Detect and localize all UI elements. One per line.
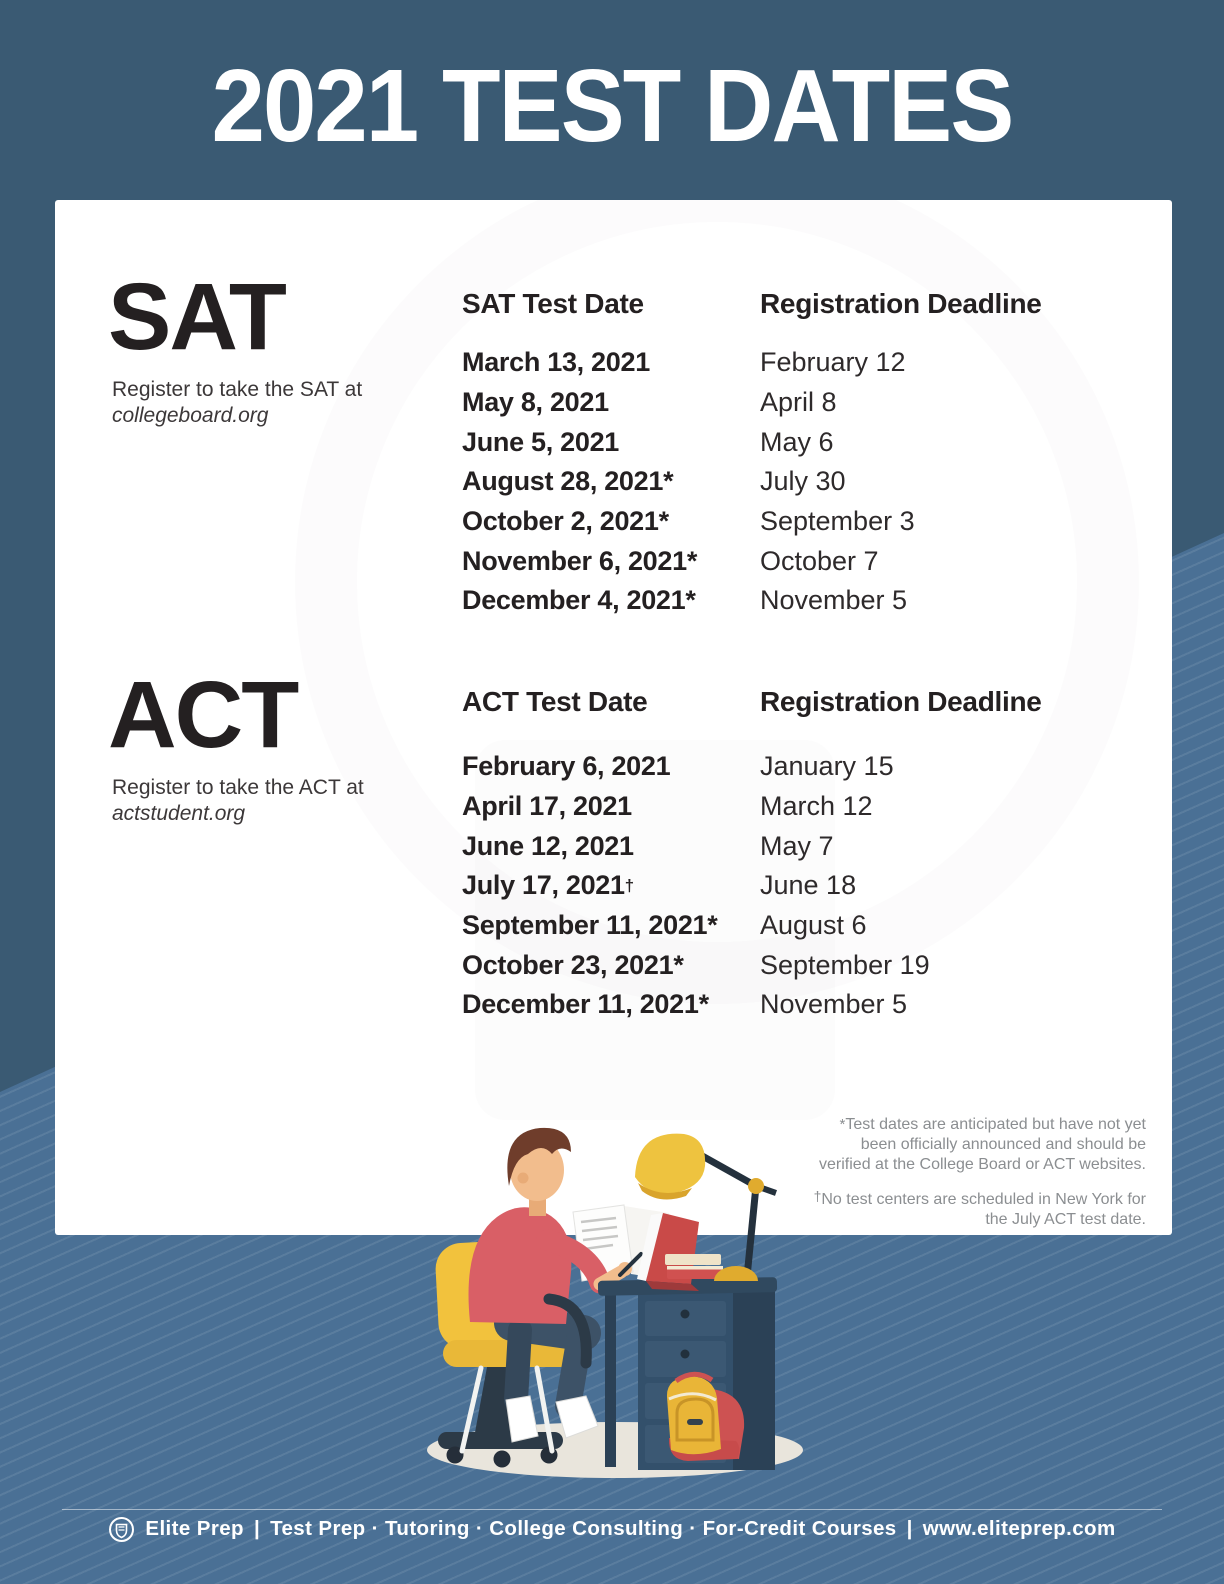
sat-test-date: November 6, 2021* (462, 545, 698, 576)
footnote-dagger: †No test centers are scheduled in New York for the July ACT test date. (813, 1188, 1146, 1228)
act-date-header: ACT Test Date (462, 686, 648, 717)
sat-deadline: September 3 (760, 506, 915, 537)
act-test-date: December 11, 2021* (462, 989, 709, 1020)
sat-test-date: March 13, 2021 (462, 347, 650, 378)
sat-test-date: August 28, 2021* (462, 466, 674, 497)
act-register-intro: Register to take the ACT at (112, 776, 364, 799)
footnotes (766, 1115, 1146, 1230)
act-deadline: November 5 (760, 989, 908, 1020)
poster-title: 2021 TEST DATES (211, 48, 1013, 163)
sat-test-date: June 5, 2021 (462, 426, 620, 457)
act-test-date: April 17, 2021 (462, 791, 632, 822)
act-test-date: October 23, 2021* (462, 949, 684, 980)
act-deadline: May 7 (760, 830, 834, 861)
footer-divider: | (906, 1517, 913, 1540)
act-test-date: July 17, 2021 † (462, 870, 634, 901)
sat-table (462, 288, 1160, 621)
act-deadline: March 12 (760, 791, 873, 822)
sat-deadline: July 30 (760, 466, 846, 497)
sat-deadline-header: Registration Deadline (760, 288, 1042, 319)
sat-heading: SAT (108, 264, 285, 370)
act-deadline: August 6 (760, 910, 867, 941)
sat-date-header: SAT Test Date (462, 288, 644, 319)
act-test-date: September 11, 2021* (462, 910, 718, 941)
sat-test-date: May 8, 2021 (462, 387, 609, 418)
act-register-site: actstudent.org (112, 802, 246, 825)
footer-brand: Elite Prep (145, 1517, 244, 1540)
sat-deadline: May 6 (760, 426, 834, 457)
act-table (462, 686, 1160, 1025)
elite-prep-crest-icon (108, 1516, 135, 1543)
sat-test-date: December 4, 2021* (462, 585, 696, 616)
sat-test-date: October 2, 2021* (462, 506, 669, 537)
sat-deadline: April 8 (760, 387, 837, 418)
footer-services: Test Prep · Tutoring · College Consulting · For-Credit Courses (270, 1517, 897, 1540)
footer (0, 1512, 1224, 1546)
sat-register-site: collegeboard.org (112, 404, 269, 427)
sat-deadline: October 7 (760, 545, 879, 576)
sat-register-intro: Register to take the SAT at (112, 378, 363, 401)
footnote-asterisk: *Test dates are anticipated but have not yet been officially announced and should be verified at the College Board or ACT websites. (819, 1116, 1146, 1173)
footer-website: www.eliteprep.com (922, 1517, 1116, 1540)
footer-divider-line (62, 1509, 1162, 1510)
sat-deadline: February 12 (760, 347, 906, 378)
footer-divider: | (253, 1517, 261, 1540)
act-deadline: June 18 (760, 870, 857, 901)
act-test-date: February 6, 2021 (462, 751, 671, 782)
act-deadline: January 15 (760, 751, 894, 782)
sat-deadline: November 5 (760, 585, 908, 616)
act-heading: ACT (108, 662, 298, 768)
act-test-date: June 12, 2021 (462, 830, 634, 861)
act-register-note (112, 775, 442, 827)
act-deadline: September 19 (760, 949, 930, 980)
sat-register-note (112, 377, 442, 429)
act-deadline-header: Registration Deadline (760, 686, 1042, 717)
